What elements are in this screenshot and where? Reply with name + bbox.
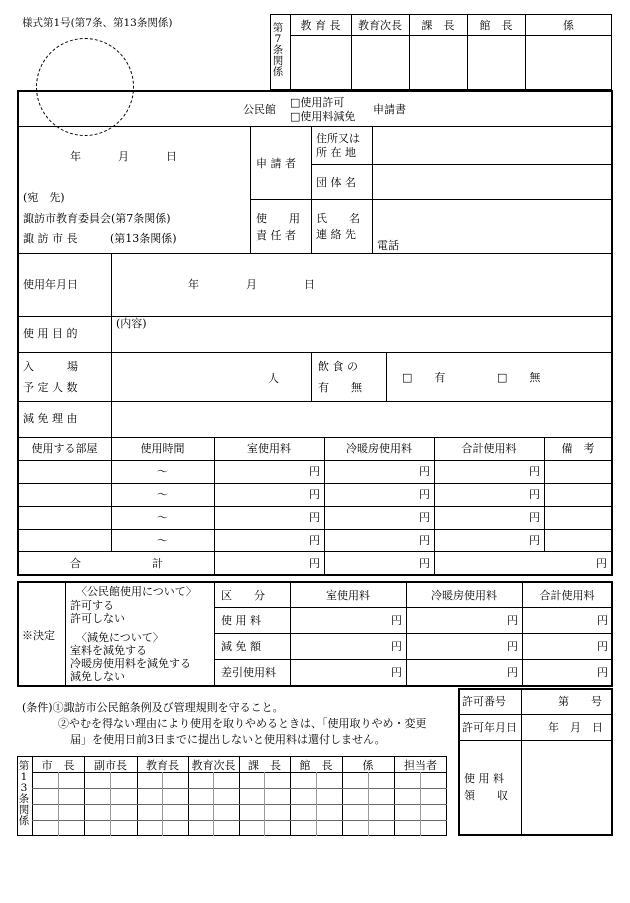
bottom-approval-side-label: 第13条関係 [18, 760, 30, 827]
responsible-label-2: 責 任 者 [256, 229, 296, 242]
purpose-field[interactable] [112, 317, 611, 351]
condition-2a: ②やむを得ない理由により使用を取りやめるときは、「使用取りやめ・変更 [58, 717, 427, 730]
attendance-label-2: 予 定 人 数 [23, 381, 78, 394]
title-prefix: 公民館 [243, 103, 276, 116]
purpose-label: 使 用 目 的 [23, 327, 78, 340]
usage-date-label: 使用年月日 [23, 278, 78, 291]
exemption-reason-label: 減 免 理 由 [23, 412, 78, 425]
permit-number-label: 許可番号 [462, 695, 506, 708]
fee-row-yen: 円 [309, 534, 320, 547]
usage-date-field[interactable] [112, 254, 611, 315]
addressee-label: (宛 先) [23, 191, 65, 204]
attendance-field[interactable] [112, 353, 310, 400]
decision-yen: 円 [597, 666, 608, 679]
decision-permit[interactable]: 許可する [70, 599, 114, 612]
addressee-line2-b: (第13条関係) [110, 232, 177, 245]
date-month: 月 [118, 150, 129, 163]
permit-fee-label: 使 用 料 [464, 772, 504, 785]
title-option-exemption[interactable]: □使用料減免 [290, 110, 356, 123]
condition-1: (条件)①諏訪市公民館条例及び管理規則を守ること。 [22, 701, 284, 714]
responsible-name-label: 氏 名 [316, 212, 360, 225]
decision-row-net: 差引使用料 [221, 666, 276, 679]
fee-row-yen: 円 [309, 511, 320, 524]
fee-row-yen: 円 [309, 465, 320, 478]
condition-2b: 届」を使用日前3日までに提出しないと使用料は還付しません。 [70, 733, 386, 746]
fee-total-yen: 円 [419, 557, 430, 570]
decision-row-exempt: 減 免 額 [221, 640, 261, 653]
decision-col-ac: 冷暖房使用料 [431, 589, 497, 602]
applicant-address-label-2: 所 在 地 [316, 146, 356, 159]
purpose-content-label: (内容) [116, 317, 147, 330]
usage-date-year: 年 [188, 278, 199, 291]
fee-total-yen: 円 [596, 557, 607, 570]
decision-col-total: 合計使用料 [539, 589, 595, 602]
fee-header-notes: 備 考 [561, 442, 595, 455]
date-day: 日 [166, 150, 177, 163]
top-approval-header: 教 育 長 [300, 19, 341, 32]
bottom-approval-header: 係 [362, 759, 374, 772]
responsible-phone-label: 電話 [377, 239, 399, 252]
fee-row-yen: 円 [529, 511, 540, 524]
top-approval-header: 教育次長 [358, 19, 402, 32]
bottom-approval-header: 館 長 [299, 759, 333, 772]
applicant-group-field[interactable] [373, 165, 611, 198]
applicant-address-field[interactable] [373, 127, 611, 163]
date-year: 年 [70, 150, 81, 163]
addressee-line2-a: 諏 訪 市 長 [23, 232, 78, 245]
fee-row-yen: 円 [419, 511, 430, 524]
decision-col-kubun: 区 分 [221, 589, 265, 602]
decision-exempt-room[interactable]: 室料を減免する [70, 644, 147, 657]
fee-header-room-fee: 室使用料 [247, 442, 291, 455]
fee-total-yen: 円 [309, 557, 320, 570]
fee-row-yen: 円 [309, 488, 320, 501]
permit-number-value[interactable]: 第 号 [558, 695, 602, 708]
fee-header-total-fee: 合計使用料 [461, 442, 517, 455]
decision-yen: 円 [507, 640, 518, 653]
permit-date-label: 許可年月日 [462, 721, 517, 734]
addressee-line1: 諏訪市教育委員会(第7条関係) [23, 212, 171, 225]
applicant-group-label: 団 体 名 [316, 176, 356, 189]
fee-row-yen: 円 [529, 465, 540, 478]
form-number: 様式第1号(第7条、第13条関係) [22, 17, 173, 29]
food-label-2: 有 無 [318, 381, 362, 394]
bottom-approval-header: 担当者 [404, 759, 437, 772]
bottom-approval-header: 教育次長 [191, 759, 236, 772]
fee-row-yen: 円 [529, 488, 540, 501]
responsible-field[interactable] [373, 200, 611, 252]
food-yes-checkbox[interactable]: □ 有 [402, 371, 446, 384]
fee-header-ac-fee: 冷暖房使用料 [346, 442, 412, 455]
decision-usage-heading: 〈公民館使用について〉 [76, 585, 197, 598]
food-label: 飲 食 の [318, 360, 358, 373]
fee-row-yen: 円 [419, 465, 430, 478]
fee-row-yen: 円 [419, 488, 430, 501]
decision-yen: 円 [507, 666, 518, 679]
food-no-checkbox[interactable]: □ 無 [497, 371, 541, 384]
decision-row-fee: 使 用 料 [221, 614, 261, 627]
responsible-label: 使 用 [256, 212, 300, 225]
fee-row-yen: 円 [419, 534, 430, 547]
attendance-label: 入 場 [23, 360, 78, 373]
decision-yen: 円 [391, 640, 402, 653]
top-approval-side-label: 第7条関係 [272, 22, 284, 78]
decision-yen: 円 [597, 614, 608, 627]
fee-header-time: 使用時間 [140, 442, 185, 455]
fee-row-tilde: 〜 [157, 465, 168, 478]
decision-yen: 円 [391, 614, 402, 627]
permit-fee-label-2: 領 収 [464, 789, 508, 802]
bottom-approval-header: 教育長 [146, 759, 179, 772]
fee-total-label-a: 合 [70, 557, 81, 570]
responsible-contact-label: 連 絡 先 [316, 228, 356, 241]
bottom-approval-header: 市 長 [41, 759, 75, 772]
usage-date-day: 日 [304, 278, 315, 291]
bottom-approval-header: 副市長 [94, 759, 127, 772]
exemption-reason-field[interactable] [112, 402, 611, 436]
decision-exemption-heading: 〈減免について〉 [76, 631, 164, 644]
title-suffix: 申請書 [373, 103, 406, 116]
fee-total-label-b: 計 [152, 557, 163, 570]
fee-header-room: 使用する部屋 [31, 442, 98, 455]
title-option-permit[interactable]: □使用許可 [290, 96, 345, 109]
usage-date-month: 月 [246, 278, 257, 291]
decision-yen: 円 [391, 666, 402, 679]
applicant-label: 申 請 者 [256, 157, 296, 170]
decision-deny[interactable]: 許可しない [70, 612, 125, 625]
fee-row-yen: 円 [529, 534, 540, 547]
decision-exempt-ac[interactable]: 冷暖房使用料を減免する [70, 657, 191, 670]
decision-yen: 円 [597, 640, 608, 653]
permit-fee-receipt-field[interactable] [522, 741, 611, 834]
decision-label: ※決定 [22, 629, 55, 642]
fee-row-tilde: 〜 [157, 511, 168, 524]
fee-row-tilde: 〜 [157, 534, 168, 547]
attendance-unit: 人 [268, 372, 279, 385]
bottom-approval-header: 課 長 [248, 759, 281, 772]
decision-no-exempt[interactable]: 減免しない [70, 670, 125, 683]
fee-row-tilde: 〜 [157, 488, 168, 501]
top-approval-header: 館 長 [479, 19, 513, 32]
decision-col-room: 室使用料 [326, 589, 370, 602]
decision-yen: 円 [507, 614, 518, 627]
applicant-address-label: 住所又は [316, 132, 360, 145]
top-approval-header: 係 [563, 19, 574, 32]
permit-date-value[interactable]: 年 月 日 [548, 721, 603, 734]
top-approval-header: 課 長 [421, 19, 455, 32]
